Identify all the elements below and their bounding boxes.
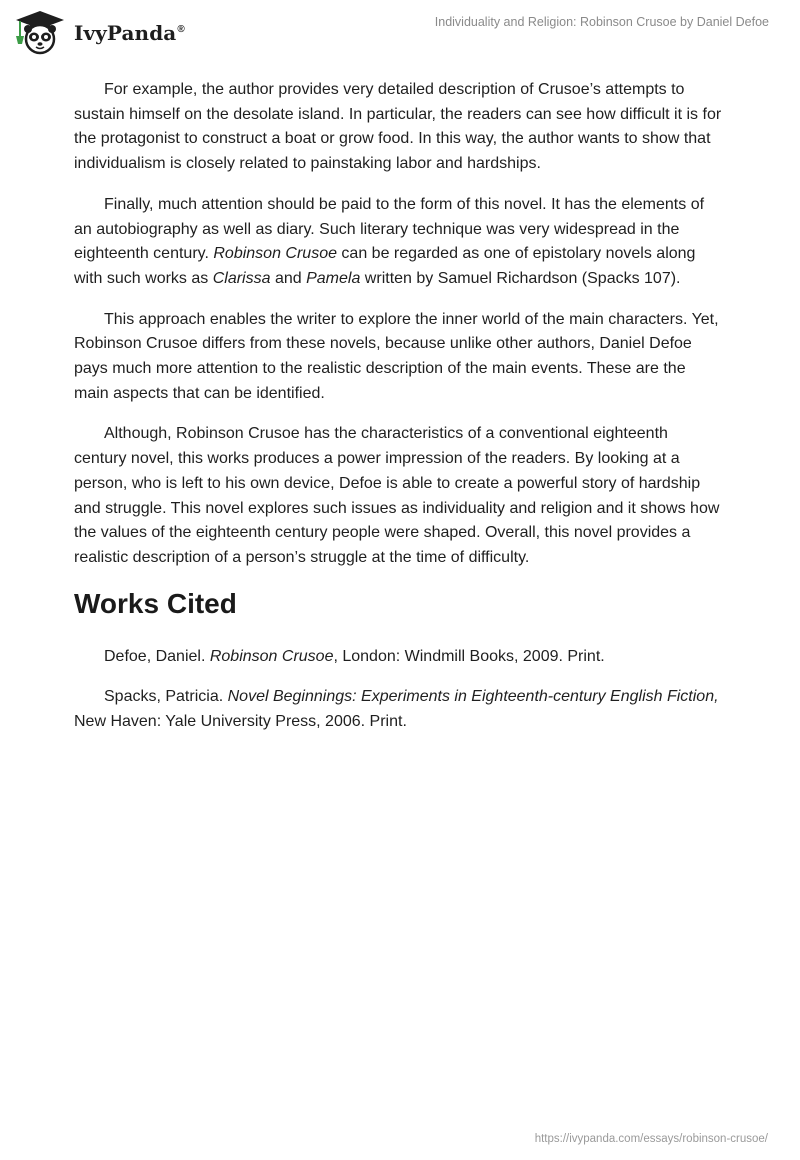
book-title-italic: Pamela [306, 269, 361, 287]
body-paragraph-1: For example, the author provides very detailed description of Crusoe’s attempts to sustain himself on the desolate island. In particular, the readers can see how difficult it is for the protagonist to construct a boat or grow food. In this way, the author wants to show that individualism is closely related to painstaking labor and hardships. [74, 81, 722, 173]
brand-logo[interactable] [14, 9, 185, 55]
registered-mark: ® [177, 24, 185, 35]
paragraph-text: written by Samuel Richardson (Spacks 107). [360, 269, 681, 287]
citation-publication: , London: Windmill Books, 2009. Print. [333, 647, 605, 665]
document-title: Individuality and Religion: Robinson Crusoe by Daniel Defoe [434, 15, 769, 29]
paragraph-text: and [270, 269, 307, 287]
citation-author: Spacks, Patricia. [104, 688, 228, 706]
works-cited-heading: Works Cited [74, 587, 237, 619]
source-url-link[interactable]: https://ivypanda.com/essays/robinson-crusoe/ [534, 1133, 768, 1145]
brand-name: IvyPanda® [74, 21, 185, 45]
panda-graduation-cap-logo-icon [14, 9, 66, 55]
body-paragraph-2 [74, 193, 724, 292]
book-title-italic: Robinson Crusoe [213, 245, 337, 263]
citation-title: Novel Beginnings: Experiments in Eighteenth-century English Fiction, [227, 688, 719, 706]
citation-title: Robinson Crusoe [209, 647, 334, 665]
citation-publication: New Haven: Yale University Press, 2006. Print. [74, 713, 407, 731]
citation-entry [74, 645, 724, 670]
paragraph-text: can be regarded as one of epistolary novels along with such works as [74, 245, 696, 287]
paragraph-text: Finally, much attention should be paid to the form of this novel. It has the elements of an autobiography as well as diary. Such literary technique was very widespread in the eighteenth century. [74, 195, 705, 263]
body-paragraph-3: This approach enables the writer to explore the inner world of the main characters. Yet, Robinson Crusoe differs from these novels, because unlike other authors, Daniel Defoe pays much more attention to the realistic description of the main events. These are the main aspects that can be identified. [74, 310, 719, 402]
citation-entry [74, 685, 724, 734]
essay-content [74, 78, 724, 751]
page-header [0, 0, 800, 60]
book-title-italic: Clarissa [212, 269, 271, 287]
citation-author: Defoe, Daniel. [104, 647, 210, 665]
body-paragraph-4: Although, Robinson Crusoe has the characteristics of a conventional eighteenth century novel, this works produces a power impression of the readers. By looking at a person, who is left to his own device, Defoe is able to create a powerful story of hardship and struggle. This novel explores such issues as individuality and religion and it shows how the values of the eighteenth century people were shaped. Overall, this novel provides a realistic description of a person’s struggle at the time of difficulty. [74, 425, 720, 566]
